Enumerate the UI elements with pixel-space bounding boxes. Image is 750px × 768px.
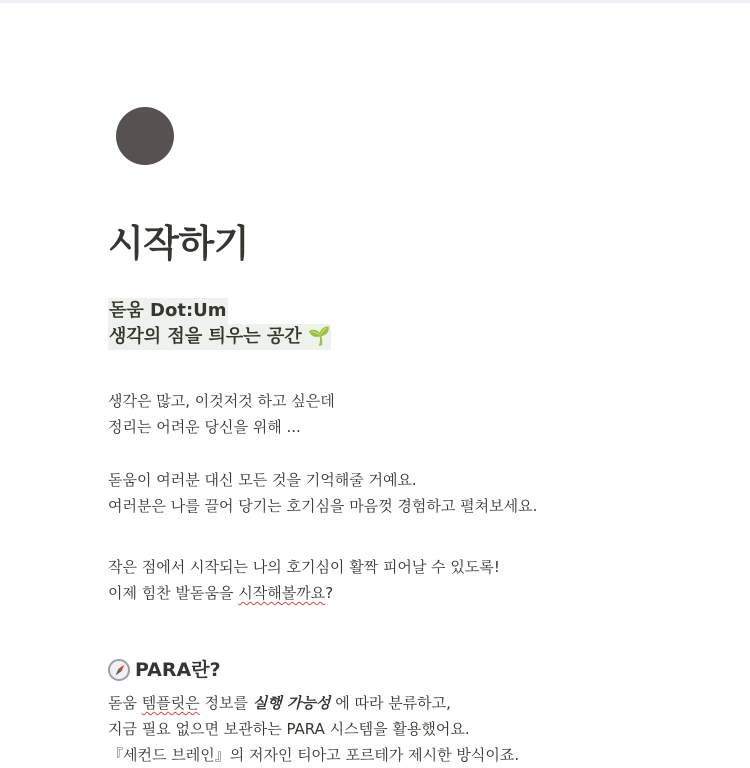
text-segment: ? <box>325 584 334 602</box>
page-title[interactable]: 시작하기 <box>108 222 249 265</box>
sprout-icon: 🌱 <box>307 326 331 347</box>
page-icon[interactable] <box>116 107 174 165</box>
paragraph-memory[interactable] <box>108 467 537 519</box>
paragraph-line <box>108 690 519 716</box>
section-heading-text: PARA란? <box>135 659 221 681</box>
highlight-callout[interactable] <box>108 298 331 350</box>
emphasis-text: 실행 가능성 <box>252 694 331 712</box>
section-heading-para[interactable] <box>108 656 221 684</box>
paragraph-line <box>108 580 500 606</box>
paragraph-start[interactable] <box>108 554 500 606</box>
compass-icon <box>108 659 130 681</box>
paragraph-line: 정리는 어려운 당신을 위해 ... <box>108 418 301 436</box>
top-bar <box>0 0 750 3</box>
spellcheck-word: 템플릿은 <box>141 694 200 712</box>
callout-line-1: 돋움 Dot:Um <box>108 298 228 324</box>
paragraph-line: 『세컨드 브레인』의 저자인 티아고 포르테가 제시한 방식이죠. <box>108 746 520 764</box>
paragraph-intro[interactable] <box>108 388 335 440</box>
paragraph-line: 작은 점에서 시작되는 나의 호기심이 활짝 피어날 수 있도록! <box>108 558 500 576</box>
text-segment: 돋움 <box>108 694 142 712</box>
paragraph-para[interactable] <box>108 690 519 768</box>
paragraph-line: 생각은 많고, 이것저것 하고 싶은데 <box>108 392 335 410</box>
paragraph-line: 지금 필요 없으면 보관하는 PARA 시스템을 활용했어요. <box>108 720 470 738</box>
text-segment: 에 따라 분류하고, <box>330 694 451 712</box>
callout-line-2-text: 생각의 점을 틔우는 공간 <box>109 326 302 347</box>
spellcheck-word: 시작해볼까요 <box>238 584 326 602</box>
paragraph-line: 돋움이 여러분 대신 모든 것을 기억해줄 거예요. <box>108 471 417 489</box>
text-segment: 이제 힘찬 발돋움을 <box>108 584 239 602</box>
callout-line-2 <box>108 324 331 350</box>
paragraph-line: 여러분은 나를 끌어 당기는 호기심을 마음껏 경험하고 펼쳐보세요. <box>108 497 538 515</box>
text-segment: 정보를 <box>199 694 253 712</box>
